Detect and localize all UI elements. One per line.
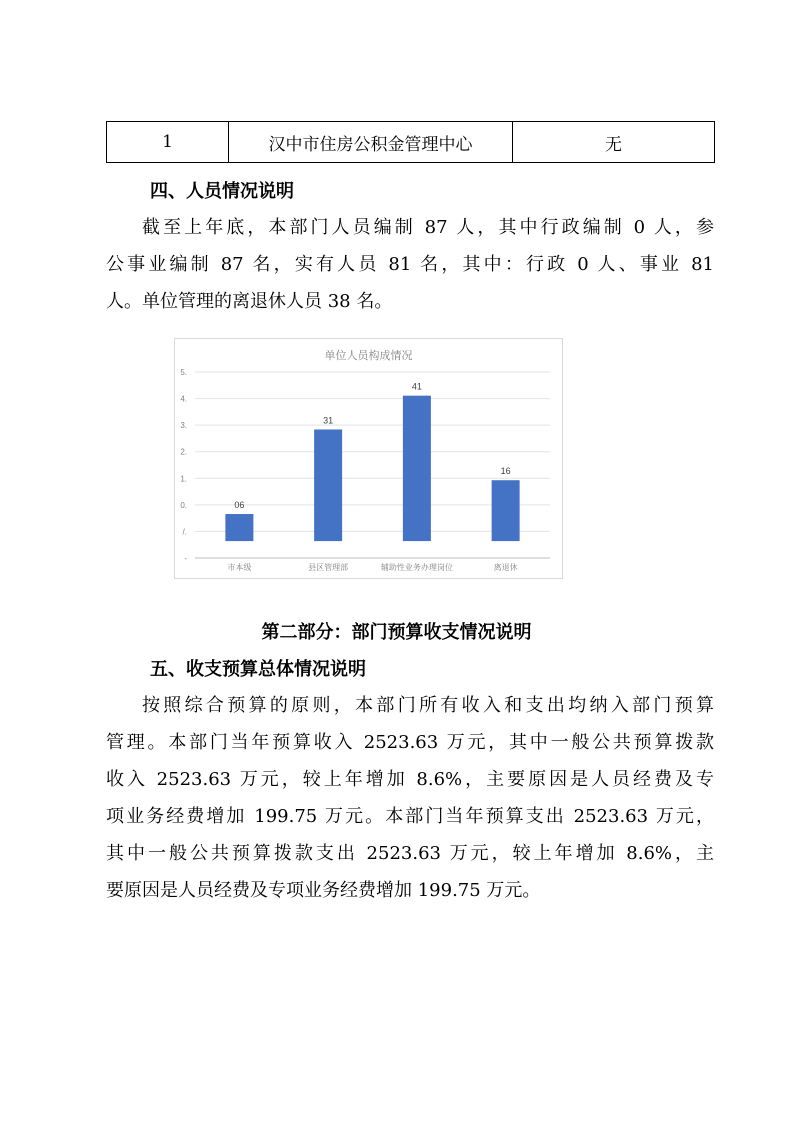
paragraph-line: 按照综合预算的原则，本部门所有收入和支出均纳入部门预算 — [142, 695, 714, 716]
x-tick-label: 辅助性业务办理岗位 — [380, 563, 453, 572]
data-label: 41 — [411, 381, 422, 392]
bar — [492, 480, 520, 541]
y-tick-label: /. — [182, 527, 187, 537]
y-tick-label: 5. — [180, 368, 187, 377]
y-tick-label: 2. — [180, 447, 187, 457]
data-label: 06 — [234, 500, 245, 511]
paragraph-line: 要原因是人员经费及专项业务经费增加 199.75 万元。 — [106, 880, 541, 901]
unit-table — [106, 121, 715, 163]
x-tick-label: 县区管理部 — [308, 563, 349, 572]
table-cell-unit-name: 汉中市住房公积金管理中心 — [229, 122, 513, 163]
bar — [403, 396, 431, 541]
x-tick-label: 离退休 — [493, 563, 518, 572]
paragraph-line: 收入 2523.63 万元，较上年增加 8.6%，主要原因是人员经费及专 — [106, 769, 714, 790]
y-tick-label: 3. — [180, 421, 187, 431]
section4-heading: 四、人员情况说明 — [150, 181, 294, 202]
staff-composition-chart — [174, 338, 563, 579]
paragraph-line: 其中一般公共预算拨款支出 2523.63 万元，较上年增加 8.6%，主 — [106, 843, 714, 864]
chart-canvas — [175, 339, 562, 578]
section4-paragraph — [106, 209, 714, 320]
part2-heading: 第二部分：部门预算收支情况说明 — [261, 622, 532, 643]
paragraph-line: 公事业编制 87 名，实有人员 81 名，其中：行政 0 人、事业 81 — [106, 254, 714, 275]
bar — [314, 429, 342, 541]
paragraph-line: 人。单位管理的离退休人员 38 名。 — [106, 291, 393, 312]
paragraph-line: 截至上年底，本部门人员编制 87 人，其中行政编制 0 人，参 — [142, 217, 714, 238]
paragraph-line: 管理。本部门当年预算收入 2523.63 万元，其中一般公共预算拨款 — [106, 732, 714, 753]
y-tick-label: - — [184, 554, 187, 563]
data-label: 31 — [323, 415, 334, 426]
bar — [225, 514, 253, 541]
paragraph-line: 项业务经费增加 199.75 万元。本部门当年预算支出 2523.63 万元， — [106, 806, 714, 827]
section5-heading: 五、收支预算总体情况说明 — [150, 659, 366, 680]
data-label: 16 — [500, 466, 511, 477]
table-cell-note: 无 — [513, 122, 715, 163]
section5-paragraph — [106, 687, 714, 909]
chart-title: 单位人员构成情况 — [324, 350, 413, 362]
table-cell-index: 1 — [107, 122, 229, 163]
table-row — [107, 122, 715, 163]
y-tick-label: 4. — [180, 394, 187, 404]
x-tick-label: 市本级 — [227, 563, 252, 572]
y-tick-label: 0. — [180, 500, 187, 510]
y-tick-label: 1. — [180, 474, 187, 484]
